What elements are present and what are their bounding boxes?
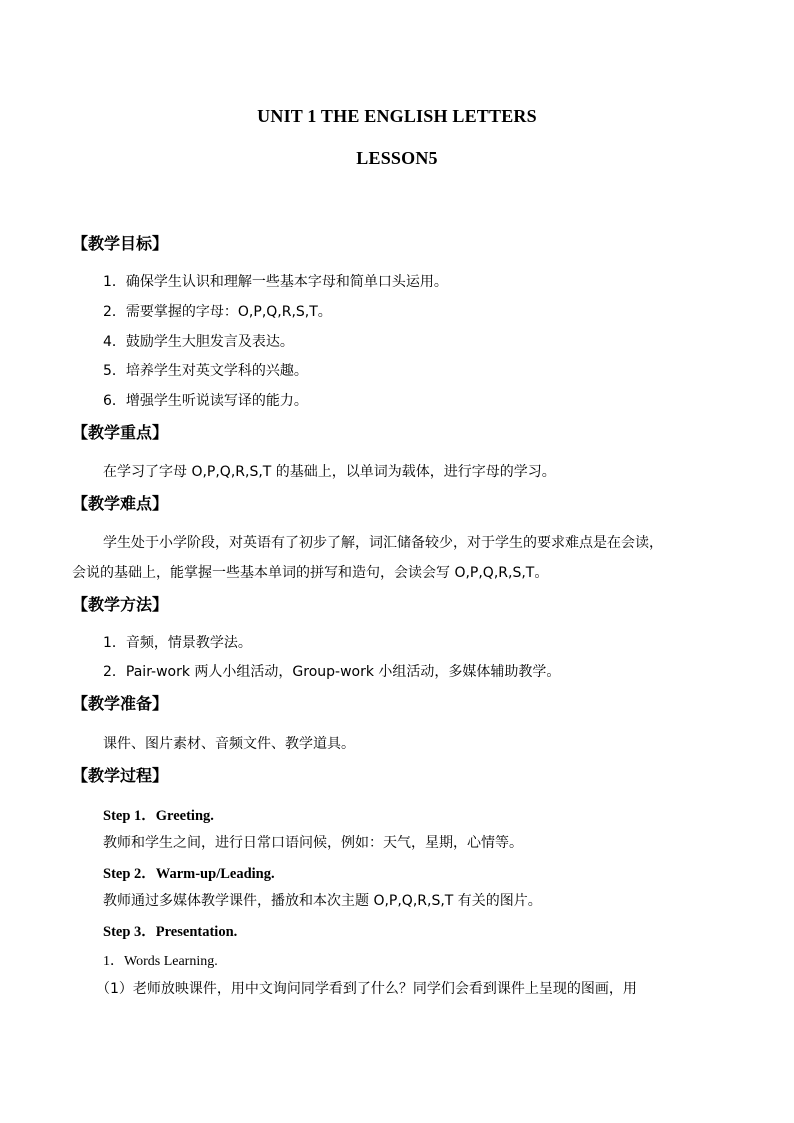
objectives-heading: 【教学目标】	[72, 234, 169, 253]
difficulties-line-1: 学生处于小学阶段，对英语有了初步了解，词汇储备较少，对于学生的要求难点是在会读，	[103, 535, 663, 551]
step-2-title: Step 2．Warm-up/Leading.	[103, 866, 275, 882]
process-heading: 【教学过程】	[72, 766, 169, 785]
methods-heading: 【教学方法】	[72, 595, 169, 614]
objective-item-2: 2．需要掌握的字母：O,P,Q,R,S,T。	[103, 304, 332, 320]
unit-title: UNIT 1 THE ENGLISH LETTERS	[257, 106, 537, 126]
method-item-2: 2．Pair-work 两人小组活动，Group-work 小组活动，多媒体辅助教学。	[103, 664, 561, 680]
method-item-1: 1．音频，情景教学法。	[103, 635, 252, 651]
step-3-title: Step 3．Presentation.	[103, 924, 238, 940]
key-points-heading: 【教学重点】	[72, 423, 169, 442]
step-2-text: 教师通过多媒体教学课件，播放和本次主题 O,P,Q,R,S,T 有关的图片。	[103, 893, 542, 909]
step-1-text: 教师和学生之间，进行日常口语问候，例如：天气，星期，心情等。	[103, 835, 523, 851]
preparation-text: 课件、图片素材、音频文件、教学道具。	[103, 736, 355, 752]
difficulties-heading: 【教学难点】	[72, 494, 169, 513]
lesson-title: LESSON5	[356, 148, 438, 168]
step-1-title: Step 1．Greeting.	[103, 808, 214, 824]
preparation-heading: 【教学准备】	[72, 694, 169, 713]
objective-item-5: 6．增强学生听说读写译的能力。	[103, 393, 308, 409]
objective-item-4: 5．培养学生对英文学科的兴趣。	[103, 363, 308, 379]
step-3-text: 1．Words Learning.	[103, 954, 218, 969]
key-points-text: 在学习了字母 O,P,Q,R,S,T 的基础上，以单词为载体，进行字母的学习。	[103, 464, 556, 480]
process-last-line: （1）老师放映课件，用中文询问同学看到了什么？同学们会看到课件上呈现的图画，用	[96, 981, 637, 997]
objective-item-3: 4．鼓励学生大胆发言及表达。	[103, 334, 294, 350]
objective-item-1: 1．确保学生认识和理解一些基本字母和简单口头运用。	[103, 274, 448, 290]
difficulties-line-2: 会说的基础上，能掌握一些基本单词的拼写和造句，会读会写 O,P,Q,R,S,T。	[72, 565, 549, 581]
